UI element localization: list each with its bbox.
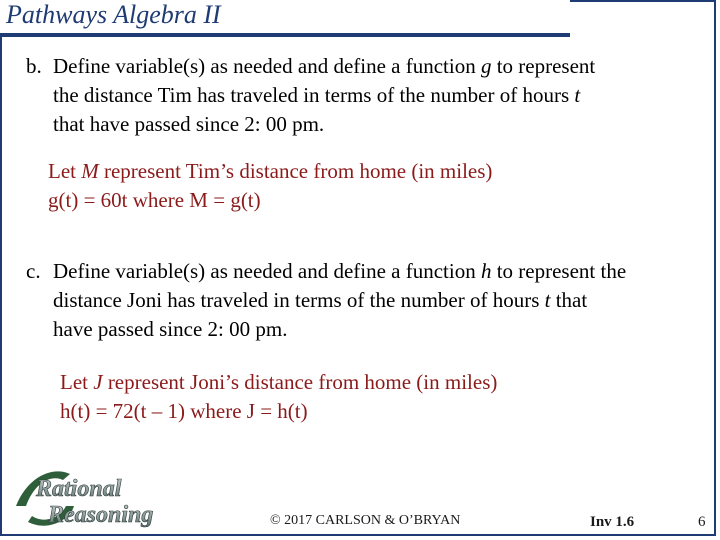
page-title: Pathways Algebra II bbox=[6, 0, 221, 29]
footer-copyright: © 2017 CARLSON & O’BRYAN bbox=[270, 513, 461, 528]
footer-investigation: Inv 1.6 bbox=[590, 514, 635, 530]
answer-b-equation: g(t) = 60t where M = g(t) bbox=[48, 188, 261, 212]
question-c-text bbox=[53, 257, 716, 344]
question-c-text-3: distance Joni has traveled in terms of the number of hours bbox=[53, 288, 540, 312]
question-b-text bbox=[53, 52, 716, 139]
header bbox=[0, 0, 570, 36]
answer-c bbox=[60, 368, 497, 426]
question-c-var-t: t bbox=[544, 288, 551, 312]
answer-b bbox=[48, 157, 492, 215]
logo-text-reasoning: Reasoning bbox=[48, 502, 154, 528]
answer-c-rest: represent Joni’s distance from home (in miles) bbox=[107, 370, 498, 394]
question-c-letter: c. bbox=[26, 259, 41, 283]
question-b bbox=[26, 52, 716, 139]
answer-c-var: J bbox=[93, 370, 103, 394]
question-c-text-2: to represent the bbox=[496, 259, 627, 283]
question-b-var-g: g bbox=[480, 54, 492, 78]
answer-c-let: Let bbox=[60, 370, 88, 394]
answer-b-var: M bbox=[81, 159, 99, 183]
question-c-text-5: have passed since 2: 00 pm. bbox=[53, 317, 288, 341]
question-b-text-3: the distance Tim has traveled in terms of the number of hours bbox=[53, 83, 570, 107]
question-c bbox=[26, 257, 716, 344]
logo-text-rational: Rational bbox=[36, 476, 122, 502]
answer-b-rest: represent Tim’s distance from home (in miles) bbox=[103, 159, 493, 183]
question-b-letter: b. bbox=[26, 54, 42, 78]
question-b-var-t: t bbox=[574, 83, 581, 107]
answer-c-equation: h(t) = 72(t – 1) where J = h(t) bbox=[60, 399, 308, 423]
question-b-text-2: to represent bbox=[496, 54, 596, 78]
footer-page-number: 6 bbox=[698, 514, 706, 530]
question-c-text-1: Define variable(s) as needed and define a function bbox=[53, 259, 476, 283]
question-b-text-4: that have passed since 2: 00 pm. bbox=[53, 112, 325, 136]
question-c-var-h: h bbox=[480, 259, 492, 283]
rational-reasoning-logo bbox=[8, 466, 178, 532]
question-b-text-1: Define variable(s) as needed and define a function bbox=[53, 54, 476, 78]
header-rule bbox=[0, 33, 570, 37]
answer-b-let: Let bbox=[48, 159, 76, 183]
question-c-text-4: that bbox=[555, 288, 588, 312]
